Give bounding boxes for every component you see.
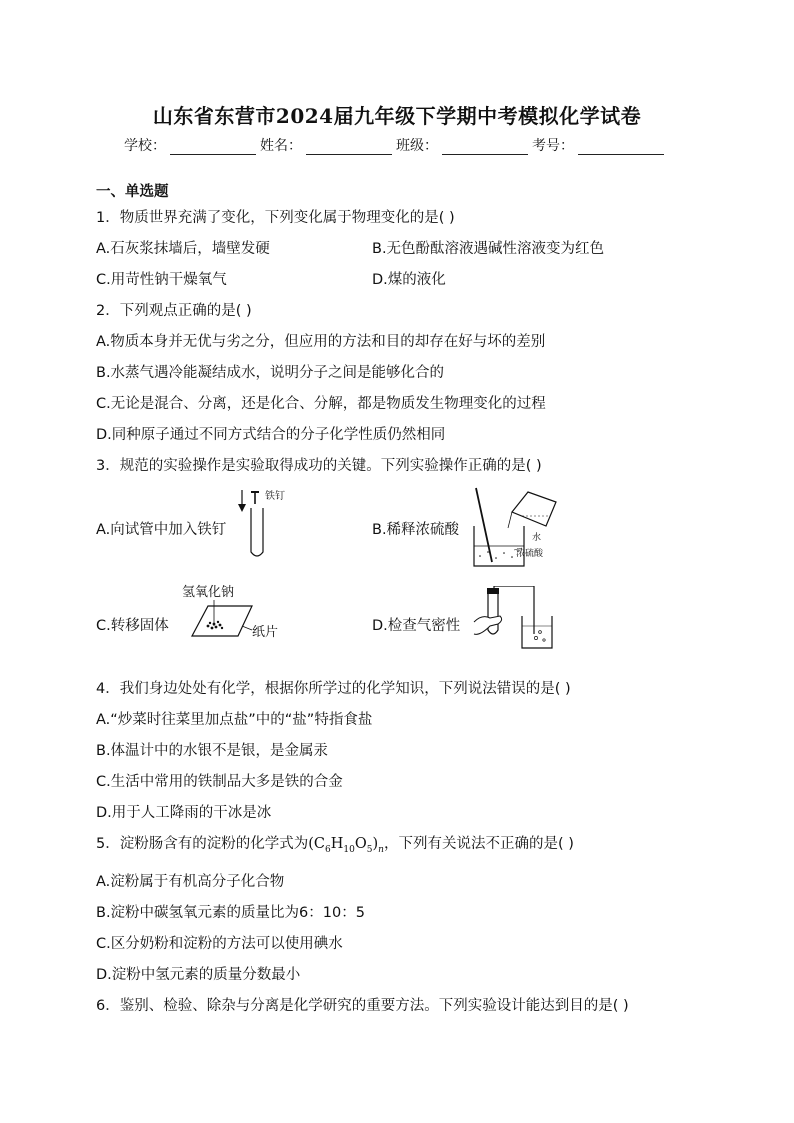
section-heading: 一、单选题 bbox=[96, 184, 169, 200]
question-5-option-b: B.淀粉中碳氢氧元素的质量比为6：10：5 bbox=[96, 905, 365, 921]
question-1-option-c: C.用苛性钠干燥氧气 bbox=[96, 272, 227, 288]
name-label: 姓名： bbox=[260, 138, 302, 154]
question-5-stem-pre: 5．淀粉肠含有的淀粉的化学式为 bbox=[96, 836, 309, 852]
question-5-option-a: A.淀粉属于有机高分子化合物 bbox=[96, 874, 285, 890]
fig-b-label-acid: 浓硫酸 bbox=[516, 549, 544, 559]
id-blank[interactable] bbox=[578, 140, 664, 155]
id-label: 考号： bbox=[532, 138, 574, 154]
school-blank[interactable] bbox=[170, 140, 256, 155]
exam-title: 山东省东营市2024届九年级下学期中考模拟化学试卷 bbox=[152, 104, 642, 128]
fig-dilute-acid bbox=[466, 486, 566, 570]
question-4-option-b: B.体温计中的水银不是银，是金属汞 bbox=[96, 743, 329, 759]
starch-formula: $(C_6H_{10}O_5)_n$ bbox=[308, 836, 384, 855]
question-2-option-a: A.物质本身并无优与劣之分，但应用的方法和目的却存在好与坏的差别 bbox=[96, 334, 546, 350]
student-info-row bbox=[124, 135, 668, 155]
question-5-stem bbox=[96, 832, 574, 855]
school-label: 学校： bbox=[124, 138, 166, 154]
question-4-option-a: A.“炒菜时往菜里加点盐”中的“盐”特指食盐 bbox=[96, 712, 373, 728]
fig-c-label-paper: 纸片 bbox=[252, 625, 279, 640]
question-4-option-d: D.用于人工降雨的干冰是冰 bbox=[96, 805, 272, 821]
question-5-stem-post: ，下列有关说法不正确的是( ) bbox=[383, 836, 574, 852]
fig-airtight-check bbox=[468, 586, 560, 652]
question-3-stem: 3．规范的实验操作是实验取得成功的关键。下列实验操作正确的是( ) bbox=[96, 458, 542, 474]
name-blank[interactable] bbox=[306, 140, 392, 155]
fig-c-label-naoh: 氢氧化钠 bbox=[182, 585, 235, 600]
question-3-option-b: B.稀释浓硫酸 bbox=[372, 522, 460, 538]
question-1-option-a: A.石灰浆抹墙后，墙壁发硬 bbox=[96, 241, 270, 257]
question-5-option-d: D.淀粉中氢元素的质量分数最小 bbox=[96, 967, 301, 983]
question-2-option-d: D.同种原子通过不同方式结合的分子化学性质仍然相同 bbox=[96, 427, 446, 443]
question-4-option-c: C.生活中常用的铁制品大多是铁的合金 bbox=[96, 774, 343, 790]
question-5-option-c: C.区分奶粉和淀粉的方法可以使用碘水 bbox=[96, 936, 343, 952]
fig-test-tube-nail bbox=[234, 486, 294, 562]
question-3-option-c: C.转移固体 bbox=[96, 618, 169, 634]
question-2-option-b: B.水蒸气遇冷能凝结成水，说明分子之间是能够化合的 bbox=[96, 365, 445, 381]
question-1-option-d: D.煤的液化 bbox=[372, 272, 446, 288]
question-2-stem: 2．下列观点正确的是( ) bbox=[96, 303, 252, 319]
question-1-option-b: B.无色酚酞溶液遇碱性溶液变为红色 bbox=[372, 241, 605, 257]
question-3-option-a: A.向试管中加入铁钉 bbox=[96, 522, 227, 538]
question-1-stem: 1．物质世界充满了变化，下列变化属于物理变化的是( ) bbox=[96, 210, 455, 226]
fig-a-label: 铁钉 bbox=[265, 491, 285, 502]
question-6-stem: 6．鉴别、检验、除杂与分离是化学研究的重要方法。下列实验设计能达到目的是( ) bbox=[96, 998, 629, 1014]
question-3-option-d: D.检查气密性 bbox=[372, 618, 461, 634]
class-label: 班级： bbox=[396, 138, 438, 154]
question-2-option-c: C.无论是混合、分离，还是化合、分解，都是物质发生物理变化的过程 bbox=[96, 396, 546, 412]
fig-b-label-water: 水 bbox=[532, 533, 542, 543]
class-blank[interactable] bbox=[442, 140, 528, 155]
question-4-stem: 4．我们身边处处有化学，根据你所学过的化学知识，下列说法错误的是( ) bbox=[96, 681, 571, 697]
fig-transfer-solid bbox=[172, 580, 292, 644]
